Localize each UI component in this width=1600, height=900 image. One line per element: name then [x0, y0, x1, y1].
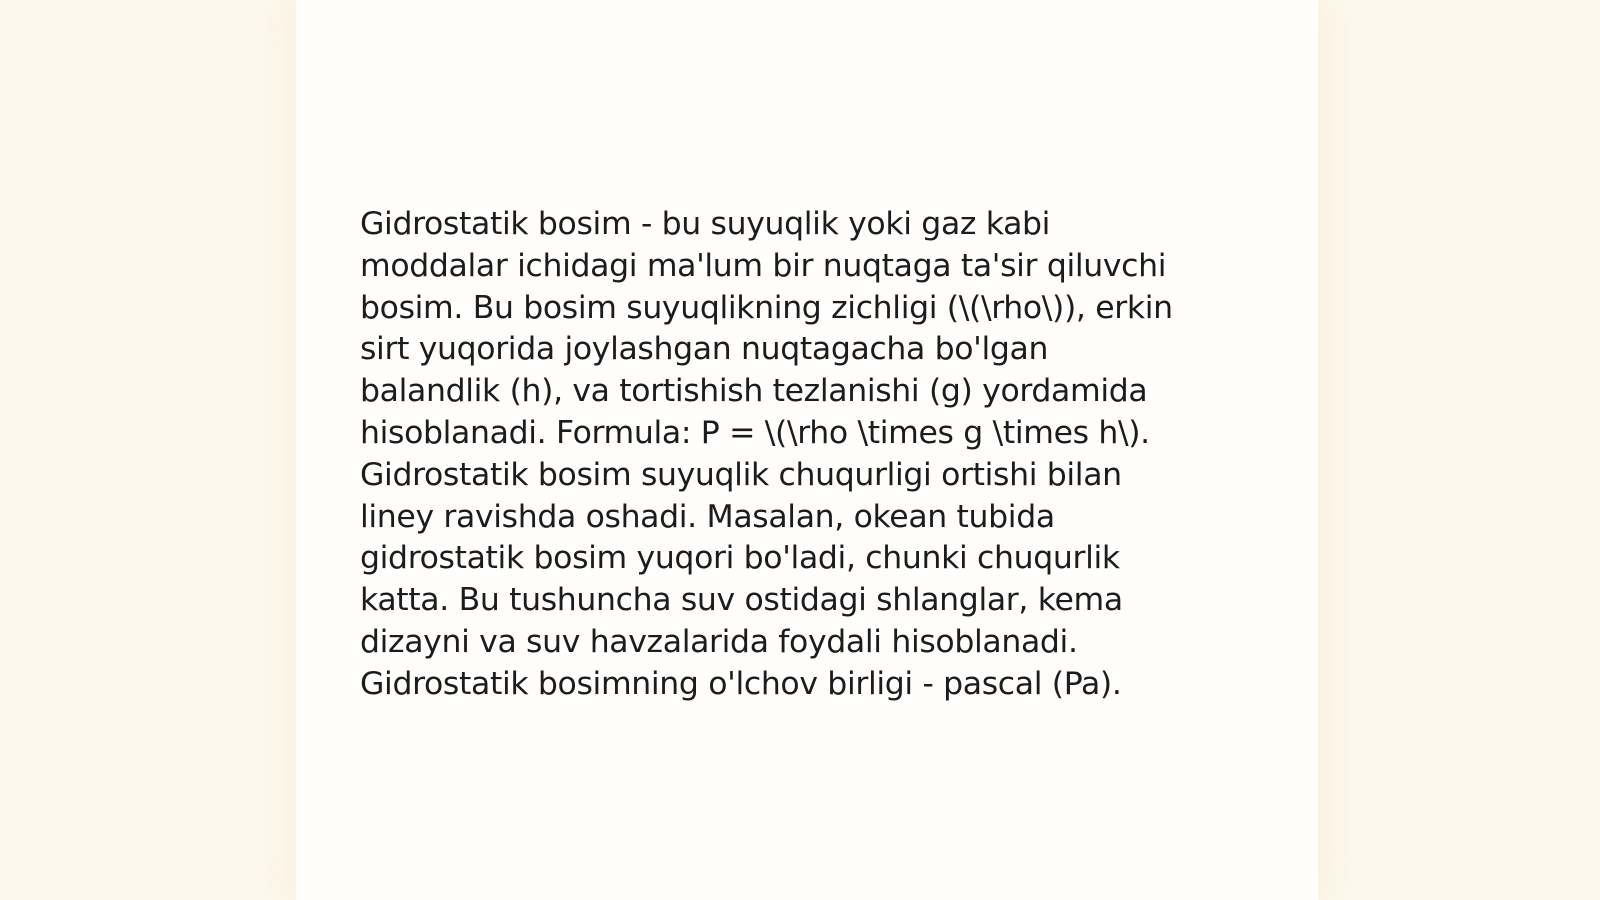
- document-page: [296, 0, 1318, 900]
- body-paragraph: Gidrostatik bosim - bu suyuqlik yoki gaz kabi moddalar ichidagi ma'lum bir nuqtaga ta'sir qiluvchi bosim. Bu bosim suyuqlikning zichligi (\(\rho\)), erkin sirt yuqorida joylashgan nuqtagacha bo'lgan balandlik (h), va tortishish tezlanishi (g) yordamida hisoblanadi. Formula: P = \(\rho \times g \times h\). Gidrostatik bosim suyuqlik chuqurligi ortishi bilan liney ravishda oshadi. Masalan, okean tubida gidrostatik bosim yuqori bo'ladi, chunki chuqurlik katta. Bu tushuncha suv ostidagi shlanglar, kema dizayni va suv havzalarida foydali hisoblanadi. Gidrostatik bosimning o'lchov birligi - pascal (Pa).: [360, 206, 1173, 702]
